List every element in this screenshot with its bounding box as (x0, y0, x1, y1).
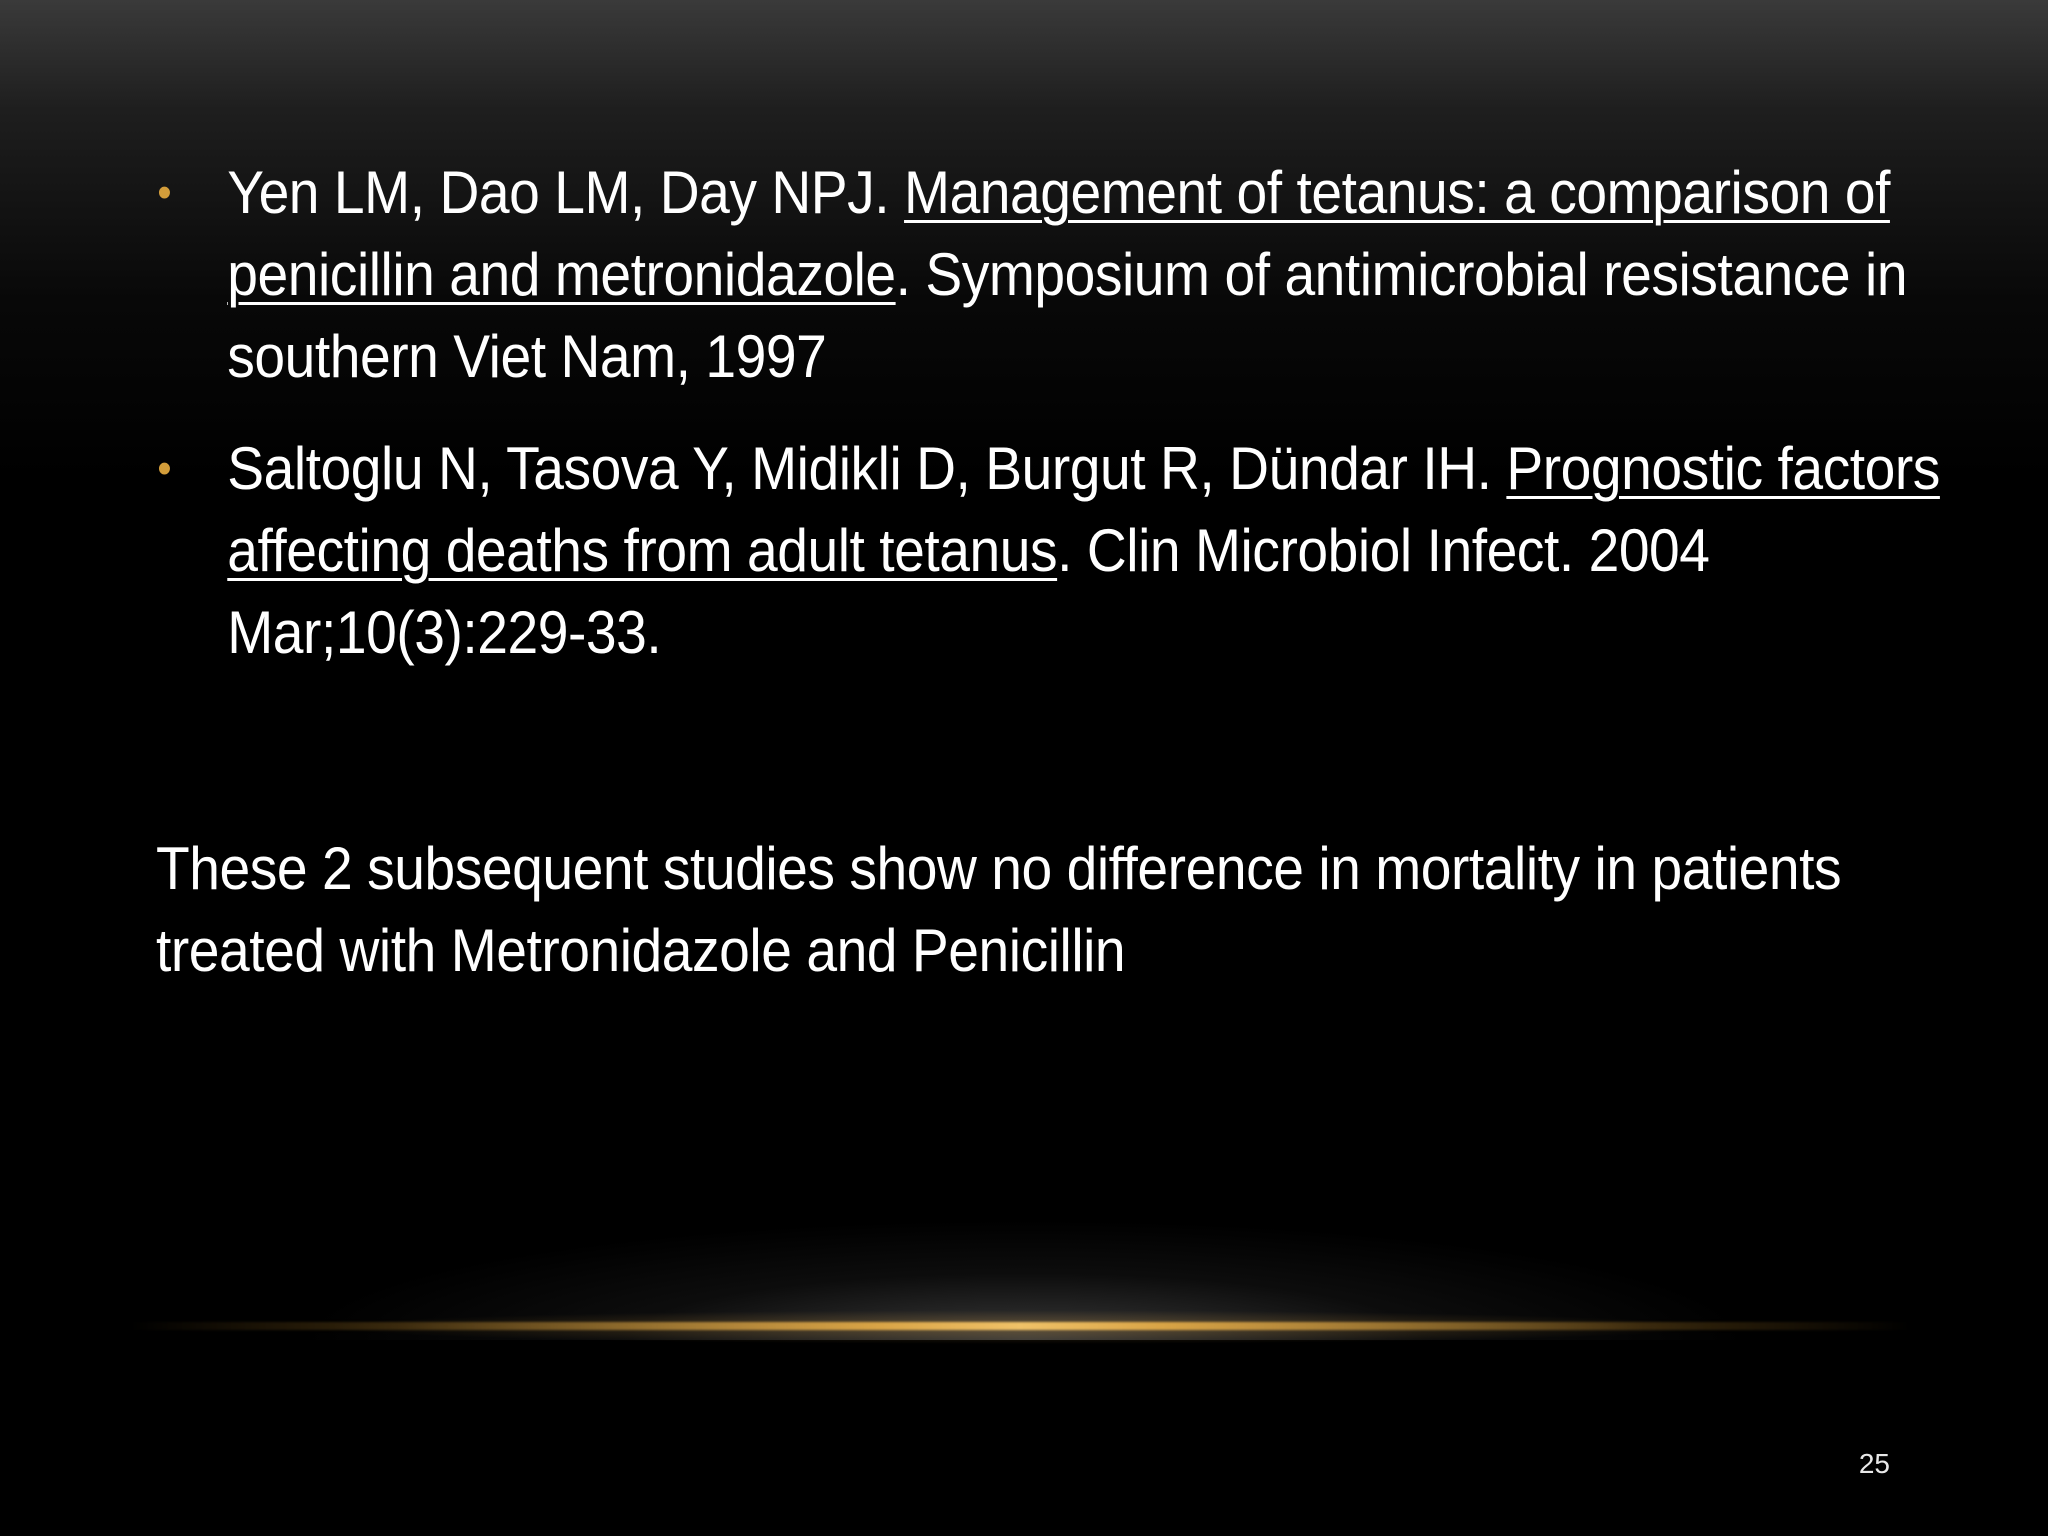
reference-title-link[interactable]: Management of tetanus: a comparison of penicillin and metronidazole (227, 159, 1890, 308)
reference-authors: Saltoglu N, Tasova Y, Midikli D, Burgut R, Dündar IH. (227, 435, 1507, 502)
reference-item (150, 152, 1997, 398)
reference-source: . Clin Microbiol Infect. 2004 Mar;10(3):229-33. (227, 517, 1710, 666)
reference-source: . Symposium of antimicrobial resistance in southern Viet Nam, 1997 (227, 241, 1908, 390)
page-number: 25 (1858, 1448, 1890, 1479)
bullet-icon: • (157, 444, 172, 493)
bullet-icon: • (157, 168, 172, 217)
reference-item (150, 428, 1997, 674)
gold-glow-line (130, 1322, 1910, 1330)
reference-authors: Yen LM, Dao LM, Day NPJ. (227, 159, 905, 226)
reference-title-link[interactable]: Prognostic factors affecting deaths from adult tetanus (227, 435, 1940, 584)
reference-list (150, 152, 1940, 674)
summary-text: These 2 subsequent studies show no difference in mortality in patients treated with Metronidazole and Penicillin (156, 835, 1842, 984)
